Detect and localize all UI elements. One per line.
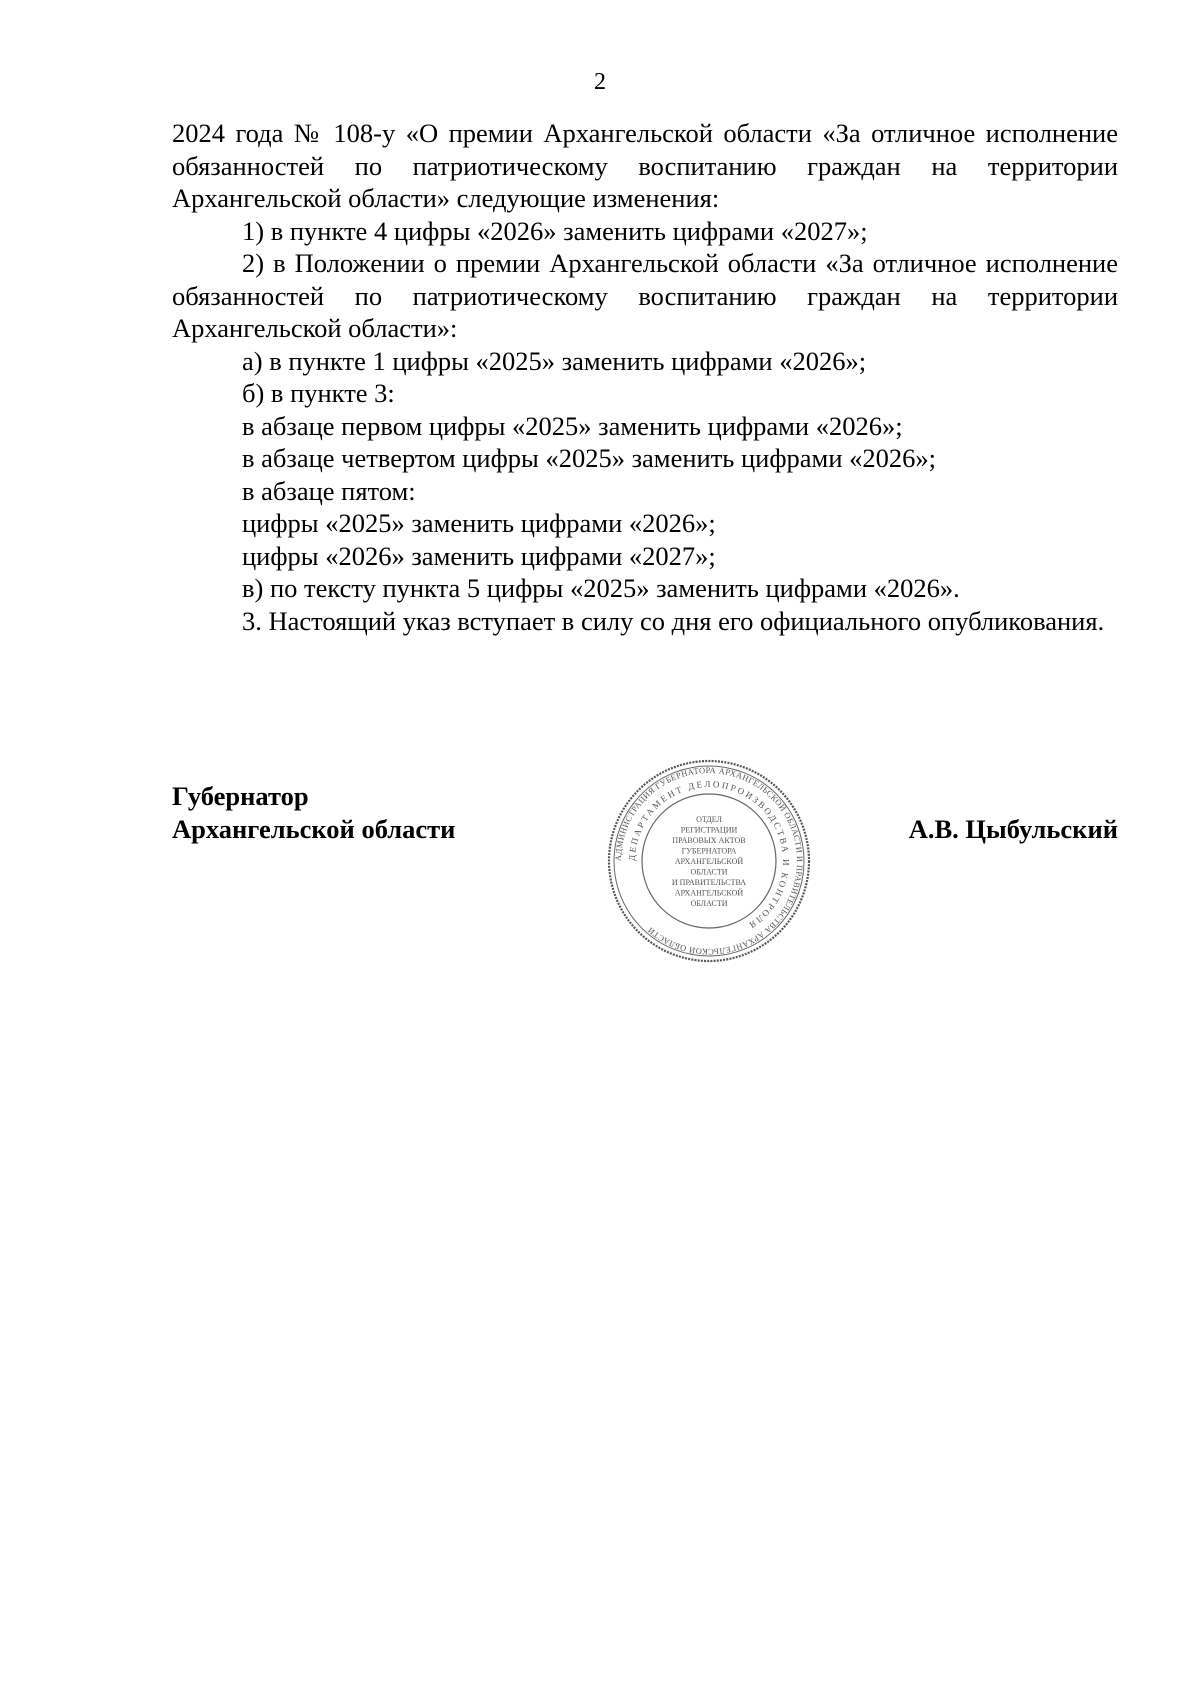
seal-center-text — [672, 815, 746, 908]
paragraph: в абзаце четвертом цифры «2025» заменить цифрами «2026»; — [242, 443, 936, 473]
seal-graphic — [606, 758, 812, 964]
signatory-title: Губернатор — [172, 781, 309, 811]
paragraph: а) в пункте 1 цифры «2025» заменить цифрами «2026»; — [242, 345, 867, 376]
paragraph: в абзаце первом цифры «2025» заменить цифрами «2026»; — [242, 410, 903, 441]
seal-outer-text: АДМИНИСТРАЦИЯ ГУБЕРНАТОРА АРХАНГЕЛЬСКОЙ ОБЛАСТИ И ПРАВИТЕЛЬСТВА АРХАНГЕЛЬСКОЙ ОБЛАСТИ — [613, 765, 805, 957]
paragraph: 1) в пункте 4 цифры «2026» заменить цифрами «2027»; — [242, 215, 868, 246]
seal-center-line: ОТДЕЛ — [696, 815, 722, 824]
official-seal — [606, 758, 812, 964]
signatory-region: Архангельской области — [172, 814, 456, 844]
paragraph: 3. Настоящий указ вступает в силу со дня его официального опубликования. — [242, 605, 1105, 636]
paragraph: б) в пункте 3: — [242, 378, 395, 408]
seal-center-line: РЕГИСТРАЦИИ — [680, 825, 738, 835]
seal-center-line: АРХАНГЕЛЬСКОЙ — [674, 857, 744, 866]
seal-center-line: ПРАВОВЫХ АКТОВ — [672, 836, 746, 845]
paragraph: в) по тексту пункта 5 цифры «2025» заменить цифрами «2026». — [242, 573, 960, 603]
paragraph: 2) в Положении о премии Архангельской области «За отличное исполнение обязанностей по патриотическому воспитанию граждан на территории Архангельской области»: — [172, 248, 1118, 343]
paragraph: в абзаце пятом: — [242, 475, 416, 506]
seal-center-line: ГУБЕРНАТОРА — [681, 846, 737, 856]
seal-center-line: АРХАНГЕЛЬСКОЙ — [674, 888, 744, 898]
document-body — [172, 117, 1118, 637]
signatory-position — [172, 780, 455, 846]
paragraph: цифры «2026» заменить цифрами «2027»; — [242, 540, 716, 571]
seal-center-line: ОБЛАСТИ — [690, 867, 728, 877]
seal-center-line: ОБЛАСТИ — [690, 899, 728, 908]
seal-inner-text: ДЕПАРТАМЕНТ ДЕЛОПРОИЗВОДСТВА И КОНТРОЛЯ — [626, 778, 792, 932]
signatory-name: А.В. Цыбульский — [908, 814, 1118, 844]
paragraph: 2024 года № 108-у «О премии Архангельской области «За отличное исполнение обязанностей по патриотическому воспитанию граждан на территории Архангельской области» следующие изменения: — [172, 118, 1118, 213]
page-number: 2 — [594, 69, 606, 95]
paragraph: цифры «2025» заменить цифрами «2026»; — [242, 508, 716, 538]
seal-center-line: И ПРАВИТЕЛЬСТВА — [671, 878, 747, 887]
